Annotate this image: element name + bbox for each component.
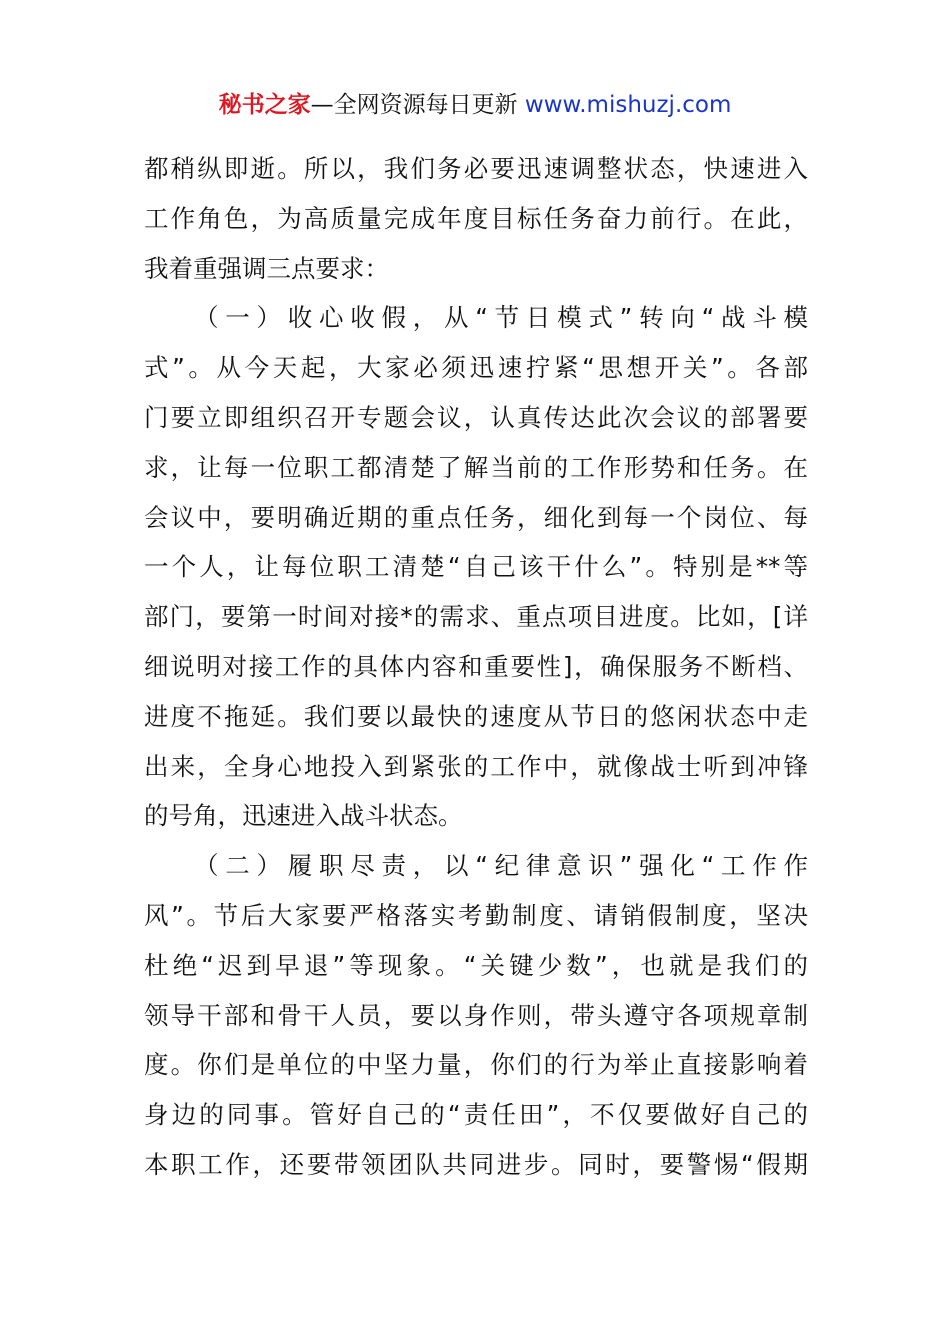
- document-body: [144, 144, 808, 1190]
- text-line: 度。你们是单位的中坚力量，你们的行为举止直接影响着: [144, 1050, 808, 1080]
- text-line: （一）收心收假，从“节日模式”转向“战斗模: [194, 303, 808, 333]
- site-tagline: —全网资源每日更新: [310, 92, 525, 118]
- text-line: 的号角，迅速进入战斗状态。: [144, 801, 463, 831]
- site-brand: 秘书之家: [218, 92, 311, 118]
- text-line: 工作角色，为高质量完成年度目标任务奋力前行。在此，: [144, 203, 808, 233]
- text-line: 求，让每一位职工都清楚了解当前的工作形势和任务。在: [144, 452, 808, 482]
- text-line: 会议中，要明确近期的重点任务，细化到每一个岗位、每: [144, 502, 808, 532]
- text-line: 门要立即组织召开专题会议，认真传达此次会议的部署要: [144, 402, 808, 432]
- text-line: （二）履职尽责，以“纪律意识”强化“工作作: [194, 851, 808, 881]
- site-url-link[interactable]: www.mishuzj.com: [524, 92, 732, 118]
- page-header: [0, 88, 950, 122]
- text-line: 本职工作，还要带领团队共同进步。同时，要警惕“假期: [144, 1149, 808, 1179]
- text-line: 都稍纵即逝。所以，我们务必要迅速调整状态，快速进入: [144, 154, 808, 183]
- text-line: 一个人，让每位职工清楚“自己该干什么”。特别是**等: [144, 552, 808, 582]
- text-line: 进度不拖延。我们要以最快的速度从节日的悠闲状态中走: [144, 701, 808, 731]
- text-line: 式”。从今天起，大家必须迅速拧紧“思想开关”。各部: [144, 353, 808, 383]
- text-line: 身边的同事。管好自己的“责任田”，不仅要做好自己的: [144, 1100, 808, 1130]
- text-line: 杜绝“迟到早退”等现象。“关键少数”，也就是我们的: [144, 950, 808, 980]
- text-line: 出来，全身心地投入到紧张的工作中，就像战士听到冲锋: [144, 751, 808, 781]
- text-line: 领导干部和骨干人员，要以身作则，带头遵守各项规章制: [144, 1000, 808, 1030]
- text-line: 风”。节后大家要严格落实考勤制度、请销假制度，坚决: [144, 900, 808, 930]
- text-line: 细说明对接工作的具体内容和重要性]，确保服务不断档、: [144, 651, 808, 681]
- text-line: 部门，要第一时间对接*的需求、重点项目进度。比如，[详: [144, 602, 808, 632]
- text-line: 我着重强调三点要求：: [144, 253, 389, 283]
